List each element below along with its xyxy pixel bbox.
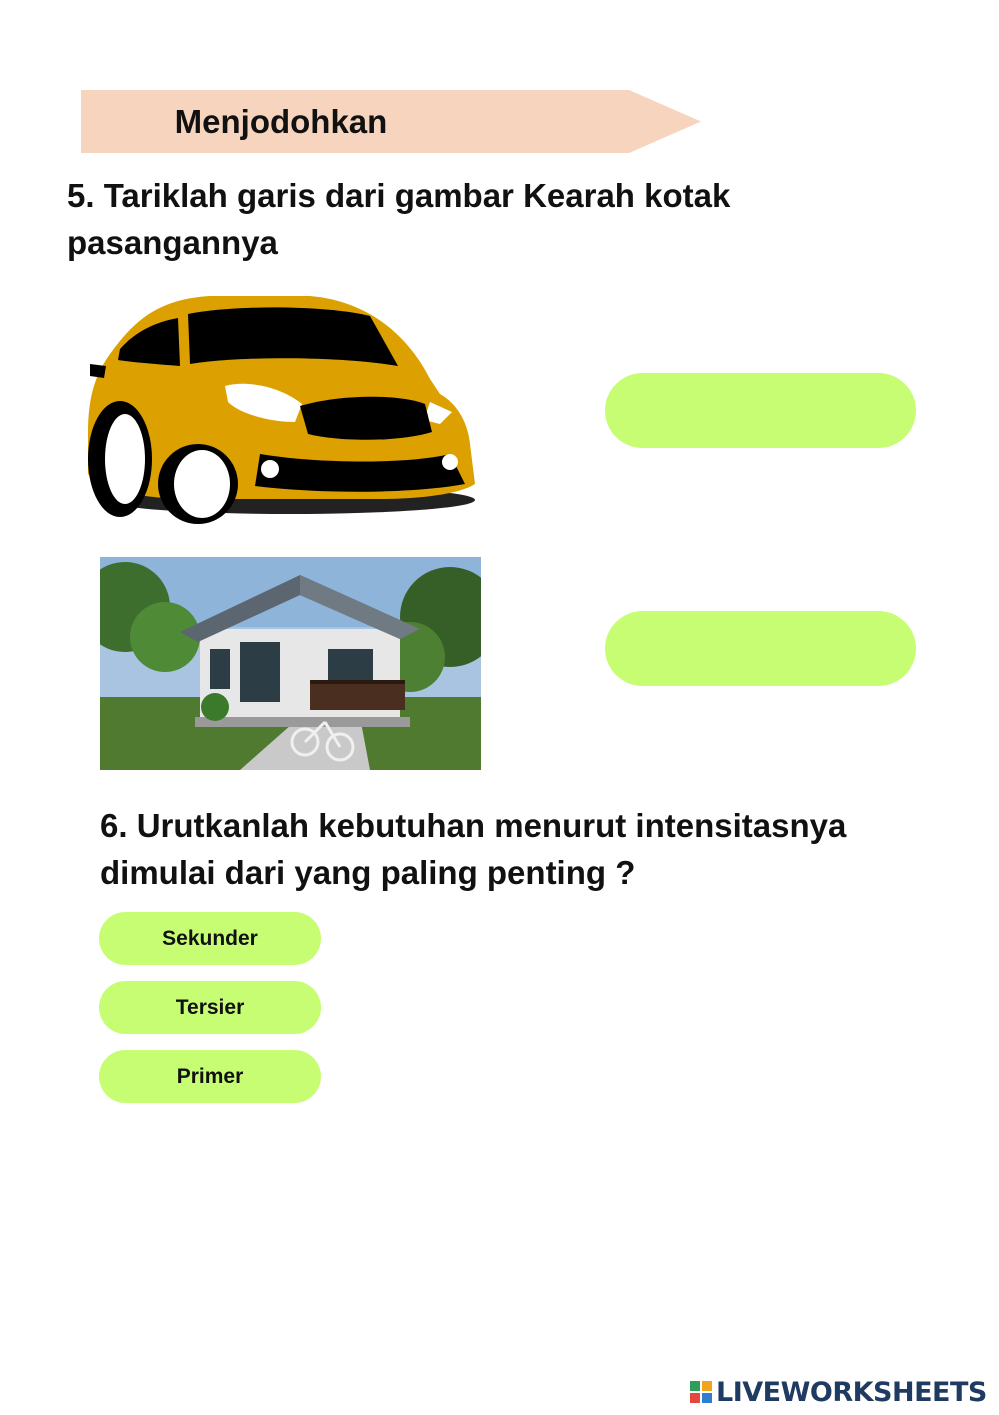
option-tersier[interactable]: Tersier <box>99 981 321 1034</box>
liveworksheets-brand <box>690 1373 987 1411</box>
question-6-text: 6. Urutkanlah kebutuhan menurut intensitasnya dimulai dari yang paling penting ? <box>100 807 847 891</box>
title-banner <box>81 90 701 153</box>
brand-name: LIVEWORKSHEETS <box>716 1376 987 1408</box>
option-sekunder[interactable]: Sekunder <box>99 912 321 965</box>
question-5-text: 5. Tariklah garis dari gambar Kearah kotak pasangannya <box>67 177 731 261</box>
answer-drop-box[interactable] <box>605 611 916 686</box>
page-title: Menjodohkan <box>174 102 388 140</box>
answer-drop-box[interactable] <box>605 373 916 448</box>
house-image <box>100 557 481 770</box>
liveworksheets-logo-icon <box>690 1381 712 1403</box>
car-image <box>80 294 480 526</box>
option-primer[interactable]: Primer <box>99 1050 321 1103</box>
